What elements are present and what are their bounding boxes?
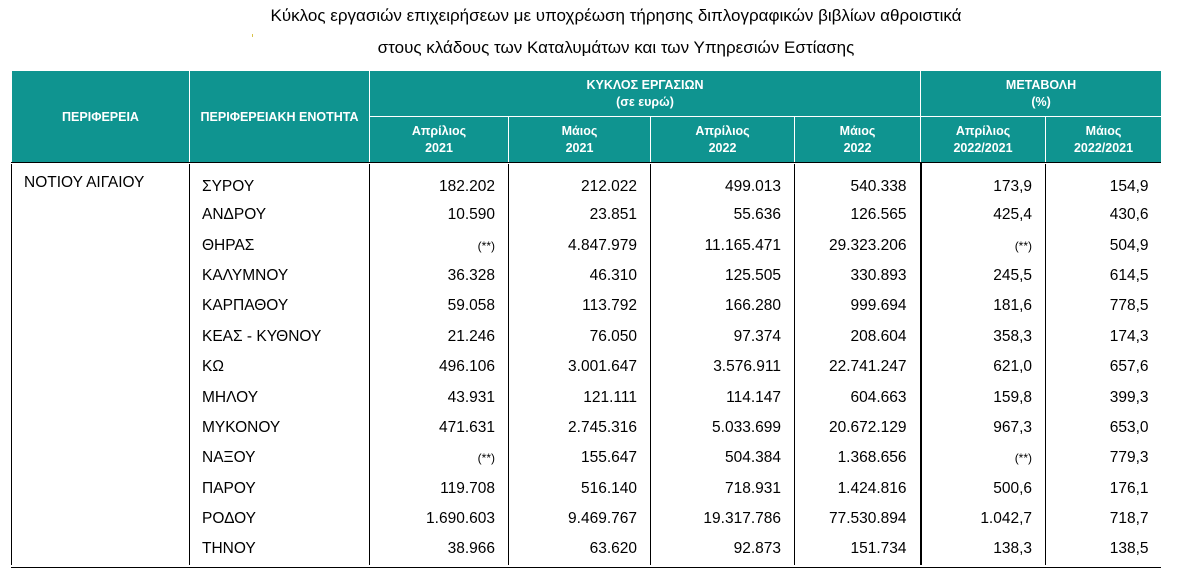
value-cell-apr2022: 499.013 bbox=[651, 164, 795, 201]
value-cell-chg-may: 779,3 bbox=[1046, 443, 1162, 473]
header-turnover-title: ΚΥΚΛΟΣ ΕΡΓΑΣΙΩΝ bbox=[586, 77, 704, 92]
header-turnover-unit: (σε ευρώ) bbox=[616, 94, 674, 109]
value-cell-may2021: 3.001.647 bbox=[509, 352, 651, 382]
value-cell-may2022: 77.530.894 bbox=[795, 504, 921, 534]
value-cell-apr2021: 1.690.603 bbox=[370, 504, 509, 534]
value-cell-chg-apr: 138,3 bbox=[921, 534, 1046, 564]
header-region: ΠΕΡΙΦΕΡΕΙΑ bbox=[12, 71, 190, 164]
value-cell-may2022: 208.604 bbox=[795, 322, 921, 352]
value-cell-apr2022: 718.931 bbox=[651, 474, 795, 504]
value-cell-apr2022: 19.317.786 bbox=[651, 504, 795, 534]
value-cell-chg-apr: 159,8 bbox=[921, 382, 1046, 412]
value-cell-may2021: 46.310 bbox=[509, 261, 651, 291]
value-cell-chg-apr: 245,5 bbox=[921, 261, 1046, 291]
value-cell-may2021: 4.847.979 bbox=[509, 230, 651, 260]
value-cell-apr2022: 504.384 bbox=[651, 443, 795, 473]
value-cell-apr2021: (**) bbox=[370, 443, 509, 473]
unit-cell: ΚΑΡΠΑΘΟΥ bbox=[190, 291, 370, 321]
value-cell-apr2021: 471.631 bbox=[370, 413, 509, 443]
value-cell-chg-may: 778,5 bbox=[1046, 291, 1162, 321]
value-cell-chg-apr: 621,0 bbox=[921, 352, 1046, 382]
table-bottom-rule bbox=[11, 567, 1161, 568]
header-may-2022: Μάιος 2022 bbox=[795, 117, 921, 164]
unit-cell: ΡΟΔΟΥ bbox=[190, 504, 370, 534]
value-cell-may2022: 29.323.206 bbox=[795, 230, 921, 260]
value-cell-apr2022: 97.374 bbox=[651, 322, 795, 352]
value-cell-may2021: 155.647 bbox=[509, 443, 651, 473]
turnover-table bbox=[11, 70, 1162, 565]
value-cell-chg-may: 430,6 bbox=[1046, 200, 1162, 230]
value-cell-apr2021: 43.931 bbox=[370, 382, 509, 412]
value-cell-apr2022: 166.280 bbox=[651, 291, 795, 321]
header-change-unit: (%) bbox=[1031, 94, 1051, 109]
value-cell-chg-may: 138,5 bbox=[1046, 534, 1162, 564]
value-cell-chg-may: 174,3 bbox=[1046, 322, 1162, 352]
decorative-tick bbox=[252, 34, 253, 37]
value-cell-chg-apr: 500,6 bbox=[921, 474, 1046, 504]
value-cell-may2022: 1.424.816 bbox=[795, 474, 921, 504]
value-cell-may2021: 113.792 bbox=[509, 291, 651, 321]
value-cell-apr2021: 36.328 bbox=[370, 261, 509, 291]
region-cell: ΝΟΤΙΟΥ ΑΙΓΑΙΟΥ bbox=[12, 164, 190, 565]
unit-cell: ΠΑΡΟΥ bbox=[190, 474, 370, 504]
header-unit: ΠΕΡΙΦΕΡΕΙΑΚΗ ΕΝΟΤΗΤΑ bbox=[190, 71, 370, 164]
value-cell-chg-apr: (**) bbox=[921, 443, 1046, 473]
unit-cell: ΝΑΞΟΥ bbox=[190, 443, 370, 473]
unit-cell: ΣΥΡΟΥ bbox=[190, 164, 370, 201]
unit-cell: ΚΕΑΣ - ΚΥΘΝΟΥ bbox=[190, 322, 370, 352]
value-cell-chg-apr: 1.042,7 bbox=[921, 504, 1046, 534]
value-cell-may2021: 212.022 bbox=[509, 164, 651, 201]
value-cell-chg-may: 653,0 bbox=[1046, 413, 1162, 443]
value-cell-may2022: 20.672.129 bbox=[795, 413, 921, 443]
value-cell-chg-apr: 967,3 bbox=[921, 413, 1046, 443]
title-line-2: στους κλάδους των Καταλυμάτων και των Υπηρεσιών Εστίασης bbox=[377, 38, 855, 57]
value-cell-apr2022: 114.147 bbox=[651, 382, 795, 412]
value-cell-may2022: 22.741.247 bbox=[795, 352, 921, 382]
value-cell-apr2022: 92.873 bbox=[651, 534, 795, 564]
value-cell-apr2022: 3.576.911 bbox=[651, 352, 795, 382]
value-cell-chg-may: 504,9 bbox=[1046, 230, 1162, 260]
header-change-may: Μάιος 2022/2021 bbox=[1046, 117, 1162, 164]
value-cell-chg-may: 399,3 bbox=[1046, 382, 1162, 412]
unit-cell: ΘΗΡΑΣ bbox=[190, 230, 370, 260]
unit-cell: ΚΩ bbox=[190, 352, 370, 382]
value-cell-may2022: 330.893 bbox=[795, 261, 921, 291]
value-cell-apr2021: (**) bbox=[370, 230, 509, 260]
value-cell-may2021: 76.050 bbox=[509, 322, 651, 352]
value-cell-chg-apr: 425,4 bbox=[921, 200, 1046, 230]
value-cell-may2021: 121.111 bbox=[509, 382, 651, 412]
header-may-2021: Μάιος 2021 bbox=[509, 117, 651, 164]
value-cell-apr2022: 11.165.471 bbox=[651, 230, 795, 260]
value-cell-chg-apr: 181,6 bbox=[921, 291, 1046, 321]
value-cell-may2022: 151.734 bbox=[795, 534, 921, 564]
value-cell-may2022: 604.663 bbox=[795, 382, 921, 412]
value-cell-apr2021: 21.246 bbox=[370, 322, 509, 352]
unit-cell: ΜΗΛΟΥ bbox=[190, 382, 370, 412]
header-change-title: ΜΕΤΑΒΟΛΗ bbox=[1005, 77, 1077, 92]
value-cell-may2021: 9.469.767 bbox=[509, 504, 651, 534]
value-cell-apr2022: 55.636 bbox=[651, 200, 795, 230]
value-cell-chg-apr: (**) bbox=[921, 230, 1046, 260]
unit-cell: ΤΗΝΟΥ bbox=[190, 534, 370, 564]
value-cell-may2022: 126.565 bbox=[795, 200, 921, 230]
value-cell-may2021: 516.140 bbox=[509, 474, 651, 504]
value-cell-apr2021: 119.708 bbox=[370, 474, 509, 504]
value-cell-may2022: 1.368.656 bbox=[795, 443, 921, 473]
value-cell-apr2021: 38.966 bbox=[370, 534, 509, 564]
value-cell-chg-may: 154,9 bbox=[1046, 164, 1162, 201]
value-cell-apr2021: 496.106 bbox=[370, 352, 509, 382]
value-cell-may2021: 23.851 bbox=[509, 200, 651, 230]
value-cell-chg-may: 614,5 bbox=[1046, 261, 1162, 291]
title-line-1: Κύκλος εργασιών επιχειρήσεων με υποχρέωση τήρησης διπλογραφικών βιβλίων αθροιστικά bbox=[270, 6, 962, 25]
value-cell-may2022: 540.338 bbox=[795, 164, 921, 201]
value-cell-may2021: 2.745.316 bbox=[509, 413, 651, 443]
value-cell-chg-apr: 358,3 bbox=[921, 322, 1046, 352]
header-bottom-rule bbox=[11, 162, 1161, 163]
value-cell-apr2022: 125.505 bbox=[651, 261, 795, 291]
header-turnover-group bbox=[370, 71, 921, 117]
value-cell-chg-may: 176,1 bbox=[1046, 474, 1162, 504]
unit-cell: ΜΥΚΟΝΟΥ bbox=[190, 413, 370, 443]
value-cell-may2022: 999.694 bbox=[795, 291, 921, 321]
value-cell-may2021: 63.620 bbox=[509, 534, 651, 564]
header-apr-2021: Απρίλιος 2021 bbox=[370, 117, 509, 164]
table-row bbox=[12, 164, 1162, 201]
value-cell-apr2021: 10.590 bbox=[370, 200, 509, 230]
header-change-group bbox=[921, 71, 1162, 117]
value-cell-chg-may: 718,7 bbox=[1046, 504, 1162, 534]
unit-cell: ΚΑΛΥΜΝΟΥ bbox=[190, 261, 370, 291]
value-cell-chg-apr: 173,9 bbox=[921, 164, 1046, 201]
header-change-apr: Απρίλιος 2022/2021 bbox=[921, 117, 1046, 164]
value-cell-apr2022: 5.033.699 bbox=[651, 413, 795, 443]
value-cell-apr2021: 59.058 bbox=[370, 291, 509, 321]
value-cell-apr2021: 182.202 bbox=[370, 164, 509, 201]
unit-cell: ΑΝΔΡΟΥ bbox=[190, 200, 370, 230]
header-apr-2022: Απρίλιος 2022 bbox=[651, 117, 795, 164]
value-cell-chg-may: 657,6 bbox=[1046, 352, 1162, 382]
